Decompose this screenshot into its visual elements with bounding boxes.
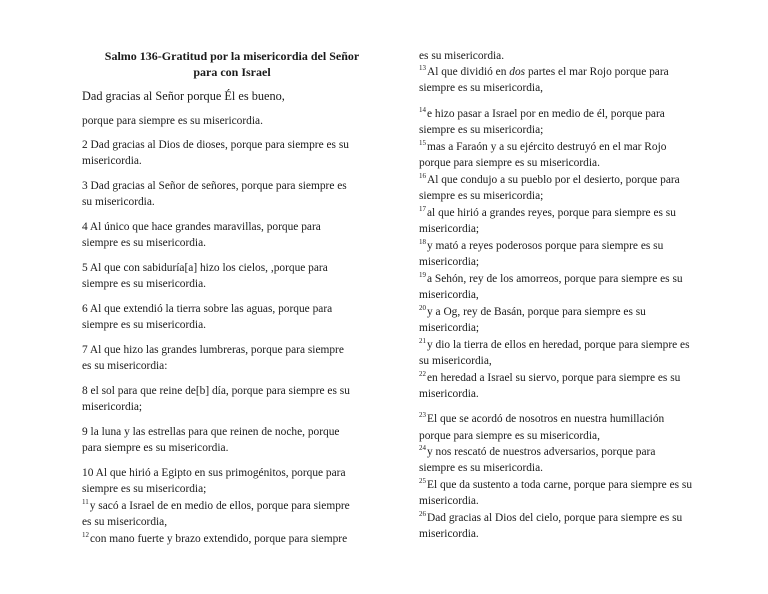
verse-number: 23 — [419, 411, 426, 420]
verse-9-line-b: para siempre es su misericordia. — [82, 442, 229, 454]
verse-10-line-a: 10 Al que hirió a Egipto en sus primogénitos, porque para — [82, 467, 346, 479]
verse-2-line-a: 2 Dad gracias al Dios de dioses, porque para siempre es su — [82, 139, 349, 151]
verse-21-line-a — [419, 337, 731, 353]
verse-number: 15 — [419, 139, 426, 148]
title-line-1: Salmo 136-Gratitud por la misericordia del Señor — [104, 49, 360, 63]
title-line-2: para con Israel — [193, 65, 271, 79]
verse-text: con mano fuerte y brazo extendido, porque para siempre — [90, 533, 348, 545]
verse-3-line-b: su misericordia. — [82, 196, 155, 208]
verse-text: y dio la tierra de ellos en heredad, porque para siempre es — [427, 339, 690, 351]
verse-20-line-a — [419, 304, 731, 320]
verse-13-line-a — [419, 64, 731, 80]
verse-24-line-b: siempre es su misericordia. — [419, 462, 543, 474]
verse-number: 18 — [419, 238, 426, 247]
verse-text: y mató a reyes poderosos porque para siempre es su — [427, 240, 664, 252]
verse-text: e hizo pasar a Israel por en medio de él, porque para — [427, 108, 665, 120]
verse-12-line-a — [82, 531, 382, 547]
verse-4-line-b: siempre es su misericordia. — [82, 237, 206, 249]
verse-number: 11 — [82, 498, 89, 507]
verse-6-line-a: 6 Al que extendió la tierra sobre las aguas, porque para — [82, 303, 333, 315]
verse-text: y nos rescató de nuestros adversarios, porque para — [427, 446, 656, 458]
verse-number: 26 — [419, 510, 426, 519]
verse-11-line-a — [82, 498, 382, 514]
verse-number: 13 — [419, 64, 426, 73]
verse-number: 24 — [419, 444, 426, 453]
verse-17-line-a — [419, 205, 731, 221]
page-title — [82, 48, 382, 80]
verse-25-line-a — [419, 477, 731, 493]
verse-number: 20 — [419, 304, 426, 313]
verse-text: Al que condujo a su pueblo por el desierto, porque para — [427, 174, 680, 186]
verse-7-line-b: es su misericordia: — [82, 360, 168, 372]
verse-number: 17 — [419, 205, 426, 214]
verse-16-line-a — [419, 172, 731, 188]
verse-21-line-b: su misericordia, — [419, 355, 492, 367]
verse-7-line-a: 7 Al que hizo las grandes lumbreras, porque para siempre — [82, 344, 344, 356]
verse-number: 19 — [419, 271, 426, 280]
verse-2-line-b: misericordia. — [82, 155, 142, 167]
verse-text: mas a Faraón y a su ejército destruyó en el mar Rojo — [427, 141, 667, 153]
verse-8-line-a: 8 el sol para que reine de[b] día, porque para siempre es su — [82, 385, 350, 397]
verse-6-line-b: siempre es su misericordia. — [82, 319, 206, 331]
verse-5-line-b: siempre es su misericordia. — [82, 278, 206, 290]
verse-1-line-a: Dad gracias al Señor porque Él es bueno, — [82, 89, 285, 103]
verse-22-line-a — [419, 370, 731, 386]
verse-text: partes el mar Rojo porque para — [527, 66, 669, 78]
verse-text: Dad gracias al Dios del cielo, porque para siempre es su — [427, 512, 683, 524]
verse-16-line-b: siempre es su misericordia; — [419, 190, 544, 202]
verse-12-line-b: es su misericordia. — [419, 50, 505, 62]
verse-20-line-b: misericordia; — [419, 322, 480, 334]
verse-text: al que hirió a grandes reyes, porque para siempre es su — [427, 207, 676, 219]
verse-14-line-a — [419, 106, 731, 122]
verse-11-line-b: es su misericordia, — [82, 516, 168, 528]
verse-text: en heredad a Israel su siervo, porque para siempre es su — [427, 372, 681, 384]
verse-15-line-a — [419, 139, 731, 155]
verse-8-line-b: misericordia; — [82, 401, 143, 413]
verse-5-line-a: 5 Al que con sabiduría[a] hizo los cielos, ,porque para — [82, 262, 328, 274]
verse-22-line-b: misericordia. — [419, 388, 479, 400]
verse-26-line-a — [419, 510, 731, 526]
verse-25-line-b: misericordia. — [419, 495, 479, 507]
verse-19-line-a — [419, 271, 731, 287]
verse-26-line-b: misericordia. — [419, 528, 479, 540]
verse-23-line-a — [419, 411, 731, 427]
verse-text: El que da sustento a toda carne, porque para siempre es su — [427, 479, 693, 491]
verse-23-line-b: porque para siempre es su misericordia, — [419, 430, 600, 442]
verse-text: a Sehón, rey de los amorreos, porque para siempre es su — [427, 273, 683, 285]
verse-italic-word: dos — [509, 66, 526, 78]
verse-1-line-b: porque para siempre es su misericordia. — [82, 115, 263, 127]
verse-text: y a Og, rey de Basán, porque para siempre es su — [427, 306, 646, 318]
verse-13-line-b: siempre es su misericordia, — [419, 82, 543, 94]
verse-text: Al que dividió en — [427, 66, 507, 78]
verse-number: 22 — [419, 370, 426, 379]
verse-number: 25 — [419, 477, 426, 486]
verse-19-line-b: misericordia, — [419, 289, 479, 301]
verse-4-line-a: 4 Al único que hace grandes maravillas, porque para — [82, 221, 321, 233]
verse-3-line-a: 3 Dad gracias al Señor de señores, porque para siempre es — [82, 180, 347, 192]
verse-number: 16 — [419, 172, 426, 181]
verse-number: 12 — [82, 531, 89, 540]
verse-text: El que se acordó de nosotros en nuestra humillación — [427, 413, 665, 425]
verse-text: y sacó a Israel de en medio de ellos, porque para siempre — [89, 500, 350, 512]
verse-18-line-a — [419, 238, 731, 254]
verse-24-line-a — [419, 444, 731, 460]
verse-15-line-b: porque para siempre es su misericordia. — [419, 157, 600, 169]
verse-number: 14 — [419, 106, 426, 115]
verse-14-line-b: siempre es su misericordia; — [419, 124, 544, 136]
verse-17-line-b: misericordia; — [419, 223, 480, 235]
verse-9-line-a: 9 la luna y las estrellas para que reinen de noche, porque — [82, 426, 340, 438]
verse-10-line-b: siempre es su misericordia; — [82, 483, 207, 495]
verse-number: 21 — [419, 337, 426, 346]
verse-18-line-b: misericordia; — [419, 256, 480, 268]
